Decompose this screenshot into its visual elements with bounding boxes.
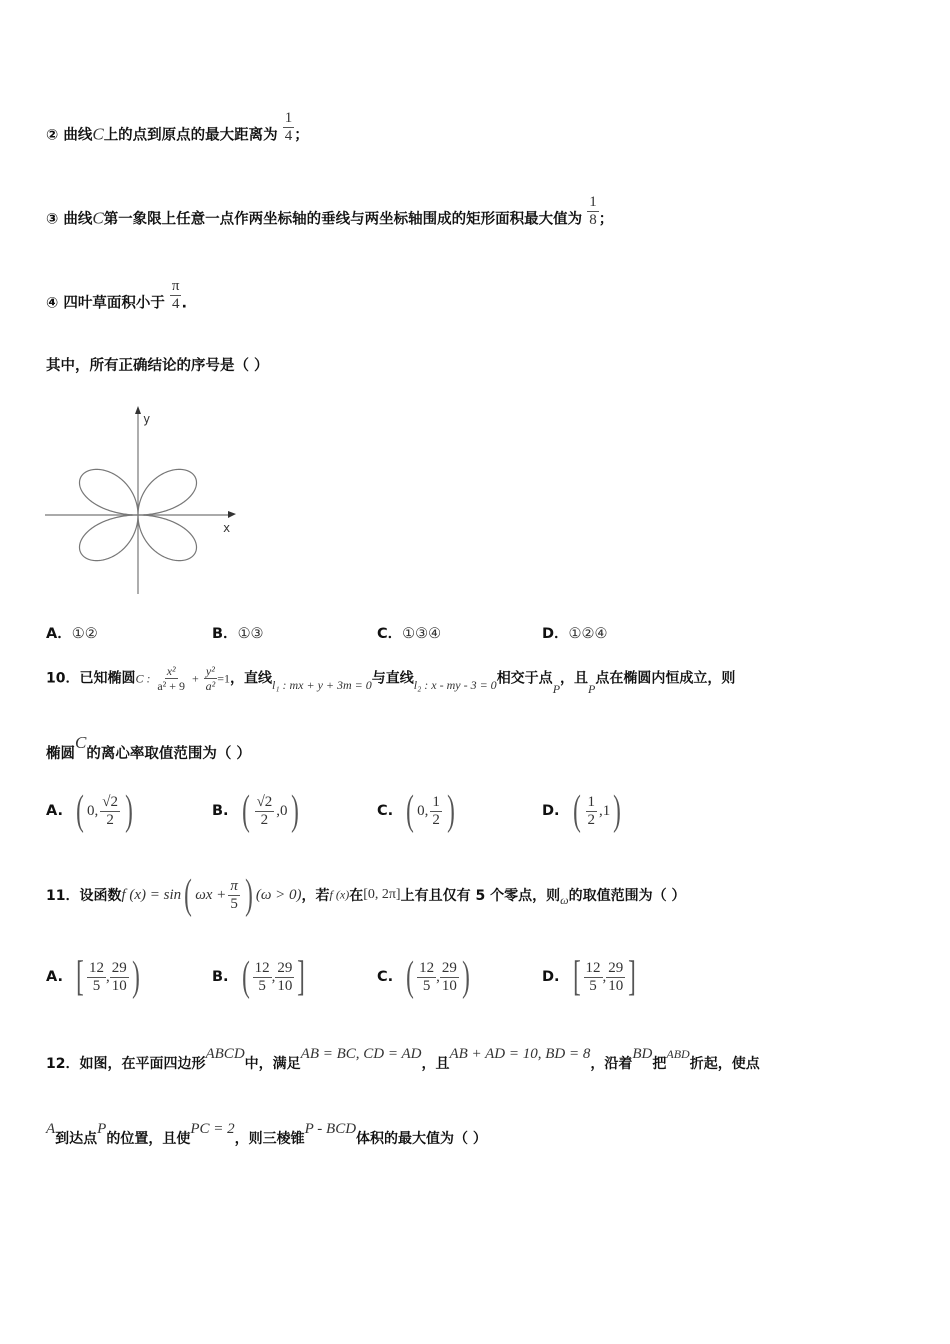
x-axis-label: x (223, 521, 231, 535)
circled-number: ② (46, 127, 59, 144)
punctuation: ； (294, 127, 309, 144)
option-d[interactable]: D. ( $\frac{1}{2}$ ,1 ) (542, 788, 622, 834)
x-axis-arrow (228, 511, 236, 518)
circled-number: ④ (46, 295, 59, 312)
statement-text: 四叶草面积小于 (63, 295, 165, 312)
fraction: $\frac{\text{y²}}{\text{a²}}$ (205, 664, 216, 693)
fraction: $\frac{1}{8}$ (589, 194, 597, 228)
punctuation: ； (598, 211, 614, 228)
math-var: C : (135, 671, 151, 686)
statement-text: 上的点到原点的最大距离为 (103, 127, 278, 144)
y-axis-label: y (143, 412, 151, 426)
option-a[interactable]: A. ( 0, $\frac{√2}{2}$ ) (46, 788, 133, 834)
math-var: C (92, 208, 104, 228)
circled-number: ③ (46, 211, 59, 228)
fraction: $\frac{\pi}{4}$ (171, 278, 180, 312)
math-var: C (92, 124, 104, 144)
four-leaf-clover-figure (42, 404, 247, 596)
option-b[interactable]: B. ( $\frac{12}{5}$ , $\frac{29}{10}$ ] (212, 954, 306, 1000)
statement-text: 第一象限上任意一点作两坐标轴的垂线与两坐标轴围成的矩形面积最大值为 (103, 211, 583, 228)
question-12-line-2: A到达点P的位置，且使PC = 2，则三棱锥P - BCD体积的最大值为（ ） (46, 1121, 487, 1147)
option-a[interactable]: A. [ $\frac{12}{5}$ , $\frac{29}{10}$ ) (46, 954, 140, 1000)
line-l1: l₁ : mx + y + 3m = 0 (271, 677, 372, 692)
option-d[interactable]: D. [ $\frac{12}{5}$ , $\frac{29}{10}$ ] (542, 954, 637, 1000)
option-a[interactable]: A．①② (46, 626, 98, 642)
statement-3 (46, 194, 614, 237)
line-l2: l₂ : x - my - 3 = 0 (413, 677, 497, 692)
option-c[interactable]: C．①③④ (377, 626, 442, 642)
question-text: 10．已知椭圆 (46, 670, 136, 687)
statement-text: 曲线 (63, 211, 93, 228)
statement-text: 曲线 (63, 127, 93, 144)
question-11: 11．设函数 f (x) = sin ( ωx + $\frac{\pi}{5}$ ) (ω > 0) ，若f (x)在[0, 2π]上有且仅有 5 个零点，则ω的取值范围为（ ） (46, 872, 686, 918)
question-10-line-2: 椭圆C的离心率取值范围为（ ） (46, 733, 251, 762)
statement-4 (46, 278, 187, 321)
punctuation: . (181, 295, 187, 312)
fraction: $\frac{1}{4}$ (284, 110, 293, 144)
option-c[interactable]: C. ( 0, $\frac{1}{2}$ ) (377, 788, 455, 834)
option-c[interactable]: C. ( $\frac{12}{5}$ , $\frac{29}{10}$ ) (377, 954, 470, 1000)
question-12: 12．如图，在平面四边形ABCD中，满足AB = BC, CD = AD，且AB + AD = 10, BD = 8，沿着BD把ABD折起，使点 (46, 1046, 760, 1072)
fraction: $\frac{\text{x²}}{\text{a² + 9}}$ (157, 664, 186, 693)
y-axis-arrow (135, 406, 141, 414)
option-b[interactable]: B. ( $\frac{√2}{2}$ ,0 ) (212, 788, 299, 834)
question-prompt: 其中，所有正确结论的序号是（ ） (46, 358, 269, 374)
option-d[interactable]: D．①②④ (542, 626, 608, 642)
option-b[interactable]: B．①③ (212, 626, 264, 642)
question-10: 10．已知椭圆C : $\frac{\text{x²}}{\text{a² + 9}}$ + $\frac{\text{y²}}{\text{a²}}$ =1，直线l₁ : mx + y + 3m = 0与直线l₂ : x - my - 3 = 0相交于点P，且P点在椭圆内恒成立，则 (46, 664, 736, 696)
statement-2 (46, 110, 309, 153)
